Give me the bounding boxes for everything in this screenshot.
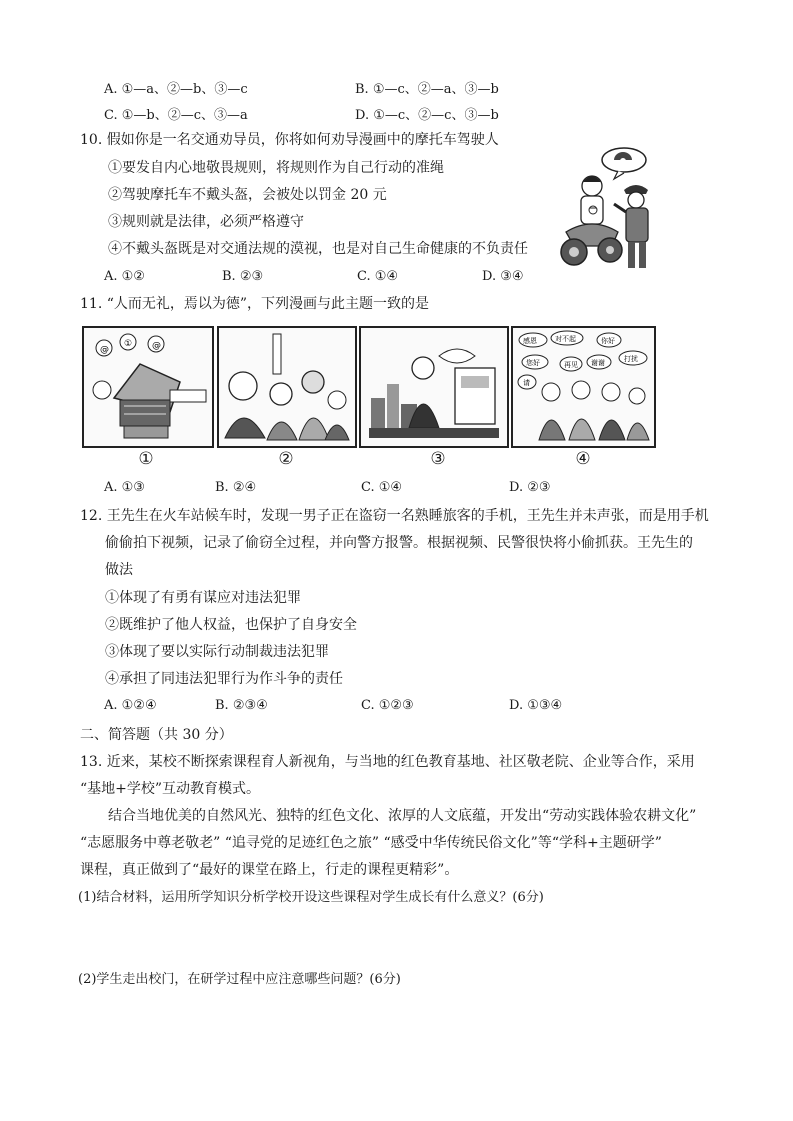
- q10-option-a: A. ①②: [104, 269, 145, 284]
- q11-panel4-word: 请: [523, 379, 530, 387]
- q11-cartoon-panel-1: [82, 326, 214, 448]
- q13-line-4: “志愿服务中尊老敬老” “追寻党的足迹红色之旅” “感受中华传统民俗文化”等“学科+主题研学”: [80, 835, 662, 851]
- svg-text:@: @: [100, 345, 109, 355]
- q10-item-2: ②驾驶摩托车不戴头盔，会被处以罚金 20 元: [108, 187, 387, 203]
- q12-stem-line-3: 做法: [105, 562, 133, 578]
- svg-text:@: @: [152, 341, 161, 351]
- q12-item-3: ③体现了要以实际行动制裁违法犯罪: [105, 644, 329, 660]
- q10-option-c: C. ①④: [357, 269, 399, 284]
- q11-panel4-word: 谢谢: [591, 359, 605, 367]
- q11-panel4-word: 对不起: [555, 335, 576, 343]
- q12-option-d: D. ①③④: [509, 698, 563, 713]
- q11-cartoon-panel-3: [359, 326, 509, 448]
- q11-panel4-word: 打扰: [624, 355, 638, 363]
- q12-item-4: ④承担了同违法犯罪行为作斗争的责任: [105, 671, 343, 687]
- q13-sub-question-1: (1)结合材料，运用所学知识分析学校开设这些课程对学生成长有什么意义？(6分): [78, 890, 544, 905]
- q11-panel-label-2: ②: [278, 449, 294, 469]
- q10-stem: 10. 假如你是一名交通劝导员，你将如何劝导漫画中的摩托车驾驶人: [80, 132, 499, 148]
- svg-text:①: ①: [124, 339, 133, 349]
- q9-option-a: A. ①—a、②—b、③—c: [104, 82, 248, 97]
- q12-item-2: ②既维护了他人权益，也保护了自身安全: [105, 617, 357, 633]
- q12-item-1: ①体现了有勇有谋应对违法犯罪: [105, 590, 301, 606]
- q12-stem-line-2: 偷偷拍下视频，记录了偷窃全过程，并向警方报警。根据视频、民警很快将小偷抓获。王先生的: [105, 535, 693, 551]
- q11-option-c: C. ①④: [361, 480, 403, 495]
- q11-option-d: D. ②③: [509, 480, 551, 495]
- q12-option-a: A. ①②④: [104, 698, 157, 713]
- q11-panel4-word: 您好: [526, 359, 540, 367]
- q12-option-c: C. ①②③: [361, 698, 414, 713]
- q11-panel-label-1: ①: [138, 449, 154, 469]
- q10-option-b: B. ②③: [222, 269, 264, 284]
- q11-stem: 11. “人而无礼，焉以为德”，下列漫画与此主题一致的是: [80, 296, 430, 312]
- q10-item-4: ④不戴头盔既是对交通法规的漠视，也是对自己生命健康的不负责任: [108, 241, 528, 257]
- q11-option-a: A. ①③: [104, 480, 145, 495]
- q13-sub-question-2: (2)学生走出校门，在研学过程中应注意哪些问题？(6分): [78, 972, 401, 987]
- q12-option-b: B. ②③④: [215, 698, 268, 713]
- q11-panel-label-4: ④: [575, 449, 591, 469]
- q11-panel-label-3: ③: [430, 449, 446, 469]
- q11-cartoon-panel-4: [511, 326, 656, 448]
- q13-line-1: 13. 近来，某校不断探索课程育人新视角，与当地的红色教育基地、社区敬老院、企业等合作，采用: [80, 754, 695, 770]
- q10-item-3: ③规则就是法律，必须严格遵守: [108, 214, 304, 230]
- q11-option-b: B. ②④: [215, 480, 257, 495]
- q11-panel4-word: 你好: [601, 337, 615, 345]
- q13-line-5: 课程，真正做到了“最好的课堂在路上，行走的课程更精彩”。: [80, 862, 459, 878]
- q11-cartoon-panel-2: [217, 326, 357, 448]
- q13-line-2: “基地+学校”互动教育模式。: [80, 781, 261, 797]
- q11-panel4-word: 感恩: [523, 337, 537, 345]
- q12-stem-line-1: 12. 王先生在火车站候车时，发现一男子正在盗窃一名熟睡旅客的手机，王先生并未声张，而是用手机: [80, 508, 709, 524]
- q10-item-1: ①要发自内心地敬畏规则，将规则作为自己行动的准绳: [108, 160, 444, 176]
- q13-line-3: 结合当地优美的自然风光、独特的红色文化、浓厚的人文底蕴，开发出“劳动实践体验农耕文化”: [108, 808, 697, 824]
- q9-option-d: D. ①—c、②—c、③—b: [355, 108, 499, 123]
- q9-option-c: C. ①—b、②—c、③—a: [104, 108, 248, 123]
- section-2-title: 二、简答题（共 30 分）: [80, 727, 233, 743]
- q9-option-b: B. ①—c、②—a、③—b: [355, 82, 499, 97]
- q10-cartoon-illustration: [552, 146, 662, 272]
- q10-option-d: D. ③④: [482, 269, 524, 284]
- q11-panel4-word: 再见: [564, 361, 578, 369]
